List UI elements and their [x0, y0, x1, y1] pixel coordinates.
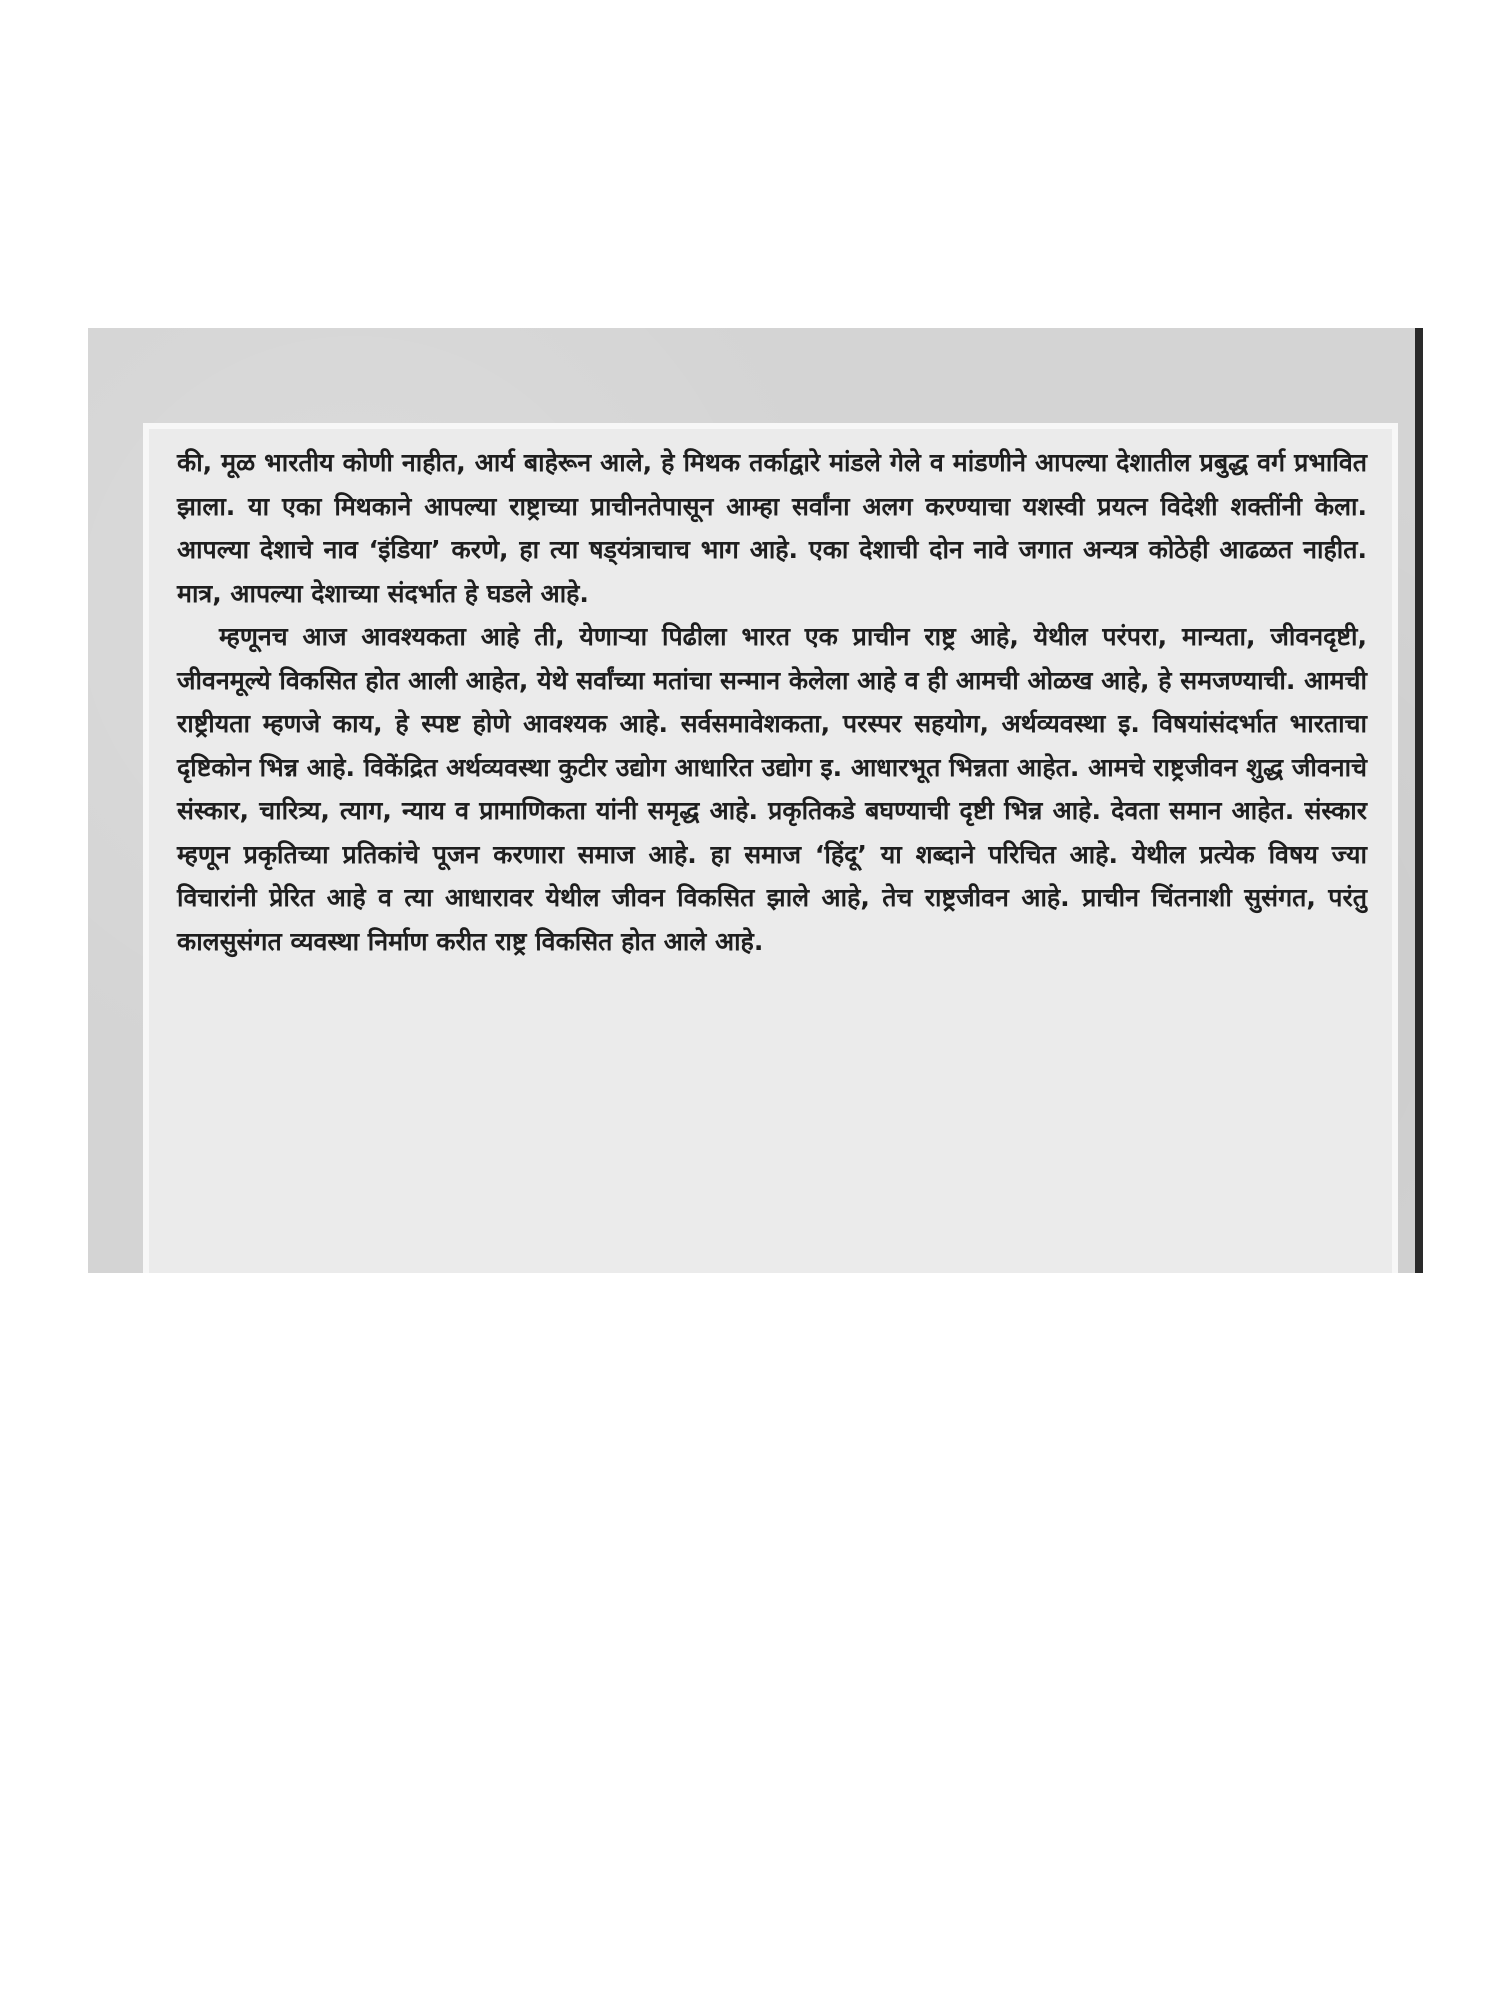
- page-edge-shadow: [1415, 328, 1423, 1273]
- paragraph-2: म्हणूनच आज आवश्यकता आहे ती, येणाऱ्या पिढीला भारत एक प्राचीन राष्ट्र आहे, येथील परंपरा, मान्यता, जीवनदृष्टी, जीवनमूल्ये विकसित होत आली आहेत, येथे सर्वांच्या मतांचा सन्मान केलेला आहे व ही आमची ओळख आहे, हे समजण्याची. आमची राष्ट्रीयता म्हणजे काय, हे स्पष्ट होणे आवश्यक आहे. सर्वसमावेशकता, परस्पर सहयोग, अर्थव्यवस्था इ. विषयांसंदर्भात भारताचा दृष्टिकोन भिन्न आहे. विकेंद्रित अर्थव्यवस्था कुटीर उद्योग आधारित उद्योग इ. आधारभूत भिन्नता आहेत. आमचे राष्ट्रजीवन शुद्ध जीवनाचे संस्कार, चारित्र्य, त्याग, न्याय व प्रामाणिकता यांनी समृद्ध आहे. प्रकृतिकडे बघण्याची दृष्टी भिन्न आहे. देवता समान आहेत. संस्कार म्हणून प्रकृतिच्या प्रतिकांचे पूजन करणारा समाज आहे. हा समाज ‘हिंदू’ या शब्दाने परिचित आहे. येथील प्रत्येक विषय ज्या विचारांनी प्रेरित आहे व त्या आधारावर येथील जीवन विकसित झाले आहे, तेच राष्ट्रजीवन आहे. प्राचीन चिंतनाशी सुसंगत, परंतु कालसुसंगत व्यवस्था निर्माण करीत राष्ट्र विकसित होत आले आहे.: [177, 622, 1367, 956]
- body-text: [177, 441, 1367, 963]
- text-panel: [143, 423, 1398, 1273]
- paragraph-1: की, मूळ भारतीय कोणी नाहीत, आर्य बाहेरून आले, हे मिथक तर्काद्वारे मांडले गेले व मांडणीने आपल्या देशातील प्रबुद्ध वर्ग प्रभावित झाला. या एका मिथकाने आपल्या राष्ट्राच्या प्राचीनतेपासून आम्हा सर्वांना अलग करण्याचा यशस्वी प्रयत्न विदेशी शक्तींनी केला. आपल्या देशाचे नाव ‘इंडिया’ करणे, हा त्या षड्‌यंत्राचाच भाग आहे. एका देशाची दोन नावे जगात अन्यत्र कोठेही आढळत नाहीत. मात्र, आपल्या देशाच्या संदर्भात हे घडले आहे.: [177, 448, 1367, 608]
- scanned-page-excerpt: [88, 328, 1423, 1273]
